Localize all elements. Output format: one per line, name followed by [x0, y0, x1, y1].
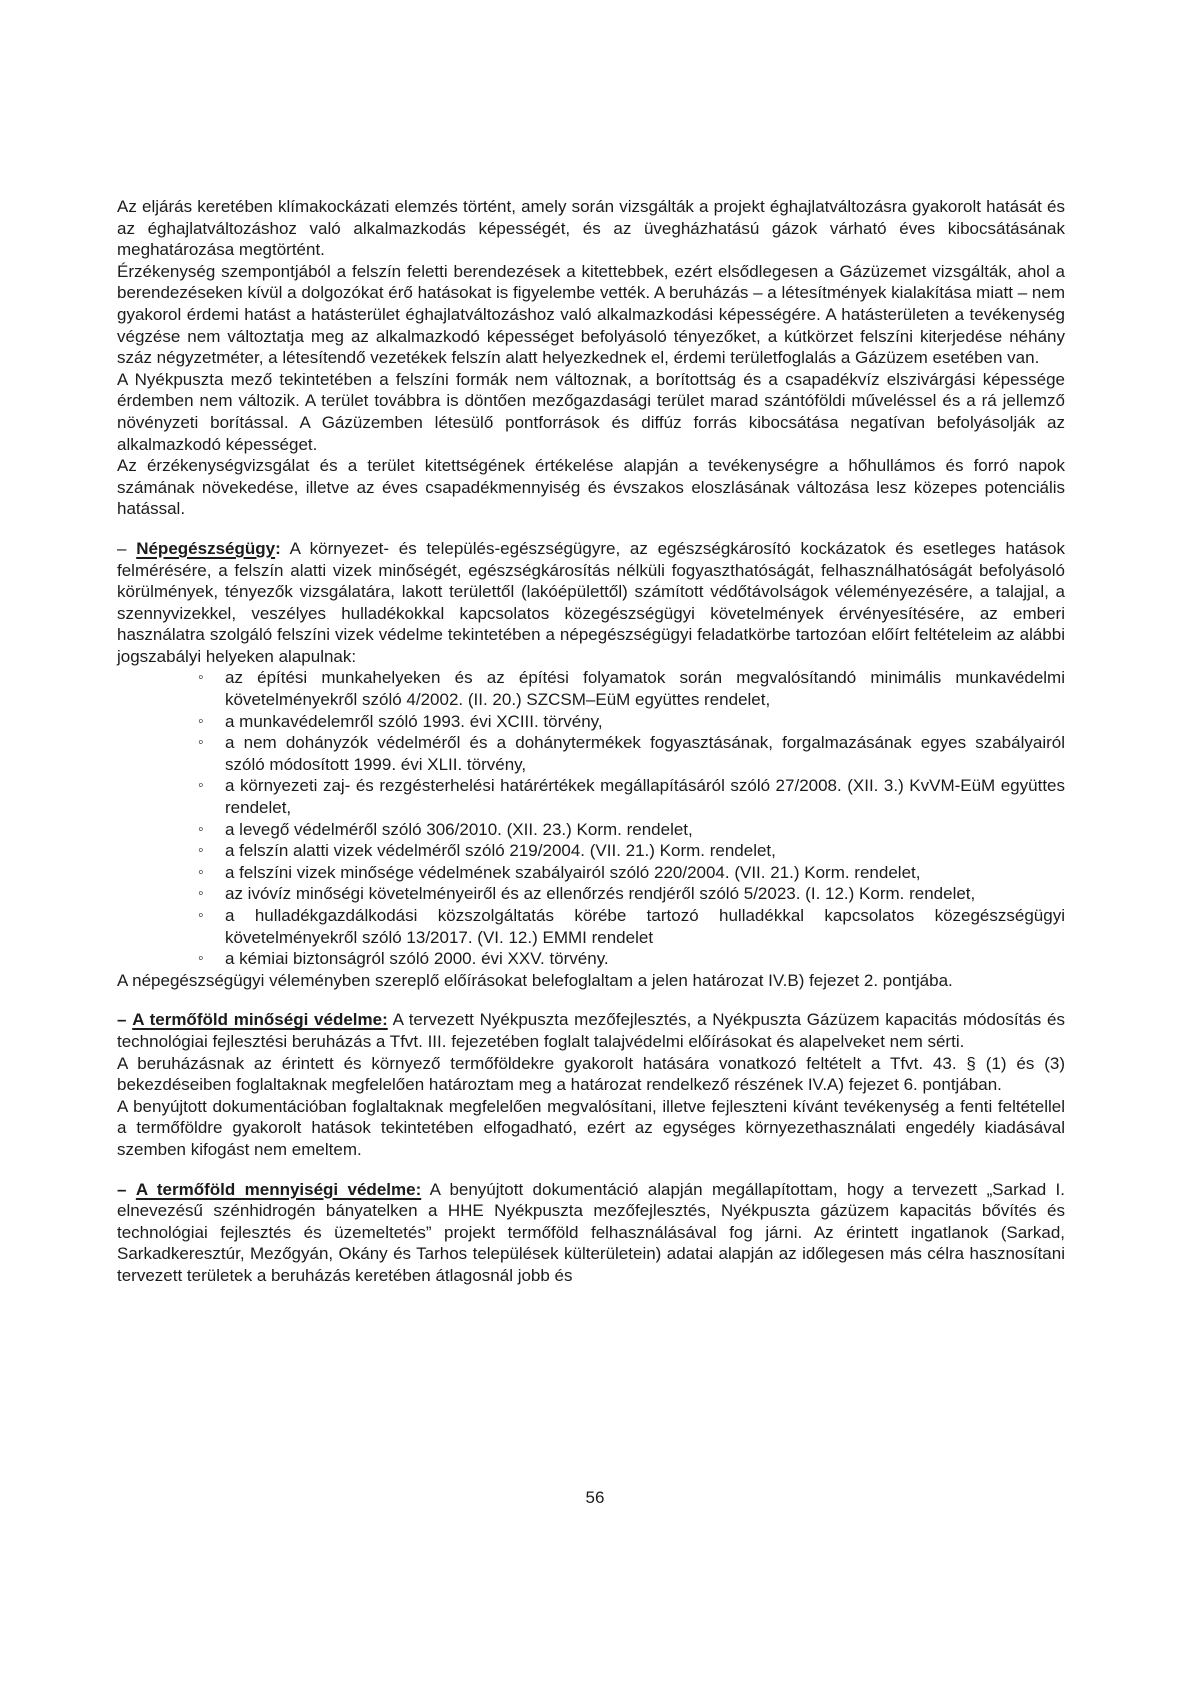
list-item-text: az ivóvíz minőségi követelményeiről és az ellenőrzés rendjéről szóló 5/2023. (I. 12.) Korm. rendelet, [225, 884, 976, 904]
paragraph-soil-quality-conclusion: A benyújtott dokumentációban foglaltaknak megfelelően megvalósítani, illetve fejleszteni kívánt tevékenység a fenti feltétellel a termőföldre gyakorolt hatások tekintetében elfogadható, ezért az egységes környezethasználati engedély kiadásával szemben kifogást nem emeltem. [117, 1096, 1065, 1159]
section-public-health-text: A környezet- és település-egészségügyre, az egészségkárosító kockázatok és esetleges hatások felmérésére, a felszín alatti vizek minőségét, egészségkárosítás nélküli fogyaszthatóságát, felhasználhatóságát befolyásoló körülmények, tényezők vizsgálatára, lakott területtől (lakóépülettől) számított védőtávolságok véleményezésére, a talajjal, a szennyvizekkel, veszélyes hulladékokkal kapcsolatos közegészségügyi követelmények érvényesítésére, az emberi használatra szolgáló felszíni vizek védelme tekintetében a népegészségügyi feladatkörbe tartozóan előírt feltételeim az alábbi jogszabályi helyeken alapulnak: [117, 538, 1066, 666]
list-item-text: a felszín alatti vizek védelméről szóló 219/2004. (VII. 21.) Korm. rendelet, [225, 841, 776, 861]
list-item [117, 667, 1065, 710]
list-item-text: a hulladékgazdálkodási közszolgáltatás körébe tartozó hulladékkal kapcsolatos közegészségügyi követelményekről szóló 13/2017. (VI. 12.) EMMI rendelet [225, 906, 1065, 947]
section-soil-quantity [117, 1179, 1065, 1287]
section-heading-soil-quality: A termőföld minőségi védelme: [132, 1010, 388, 1030]
paragraph-public-health-closing: A népegészségügyi véleményben szereplő előírásokat belefoglaltam a jelen határozat IV.B) fejezet 2. pontjába. [117, 970, 953, 990]
list-item [117, 775, 1065, 818]
list-item [117, 862, 1065, 884]
list-item [117, 883, 1065, 905]
paragraph-nyekpuszta-field: A Nyékpuszta mező tekintetében a felszíni formák nem változnak, a borítottság és a csapadékvíz elszivárgási képessége érdemben nem változik. A terület továbbra is döntően mezőgazdasági terület marad szántóföldi műveléssel és a rá jellemző növényzeti borítással. A Gázüzemben létesülő pontforrások és diffúz forrás kibocsátása negatívan befolyásolják az alkalmazkodó képességet. [117, 369, 1065, 454]
bullet-icon: ◦ [198, 842, 204, 860]
bullet-icon: ◦ [198, 777, 204, 795]
list-item [117, 732, 1065, 775]
page-number: 56 [585, 1488, 605, 1507]
paragraph-climate-analysis: Az eljárás keretében klímakockázati elemzés történt, amely során vizsgálták a projekt éghajlatváltozásra gyakorolt hatását és az éghajlatváltozáshoz való alkalmazkodás képességét, és az üvegházhatású gázok várható éves kibocsátásának meghatározása megtörtént. [117, 197, 1065, 260]
bullet-icon: ◦ [198, 712, 204, 730]
list-item [117, 711, 1065, 733]
bullet-icon: ◦ [198, 820, 204, 838]
list-item [117, 819, 1065, 841]
section-soil-quality [117, 1009, 1065, 1052]
section-soil-quantity-text: A benyújtott dokumentáció alapján megállapítottam, hogy a tervezett „Sarkad I. elnevezésű szénhidrogén bányatelken a HHE Nyékpuszta mezőfejlesztés, Nyékpuszta gázüzem kapacitás bővítés és technológiai fejlesztés és üzemeltetés” projekt termőföld felhasználásával fog járni. Az érintett ingatlanok (Sarkad, Sarkadkeresztúr, Mezőgyán, Okány és Tarhos települések külterületein) adatai alapján az időlegesen más célra hasznosítani tervezett területek a beruházás keretében átlagosnál jobb és [117, 1179, 1065, 1285]
section-dash: – [117, 538, 127, 558]
list-item [117, 948, 1065, 970]
bullet-icon: ◦ [198, 950, 204, 968]
bullet-icon: ◦ [198, 734, 204, 752]
legal-references-list [117, 667, 1065, 969]
section-public-health [117, 538, 1065, 668]
page-content [117, 196, 1065, 1287]
section-heading-soil-quantity: A termőföld mennyiségi védelme: [135, 1179, 422, 1199]
list-item [117, 905, 1065, 948]
list-item-text: a munkavédelemről szóló 1993. évi XCIII. törvény, [225, 711, 603, 731]
list-item [117, 840, 1065, 862]
list-item-text: a levegő védelméről szóló 306/2010. (XII. 23.) Korm. rendelet, [225, 819, 693, 839]
list-item-text: az építési munkahelyeken és az építési folyamatok során megvalósítandó minimális munkavédelmi követelményekről szóló 4/2002. (II. 20.) SZCSM–EüM együttes rendelet, [225, 668, 1065, 710]
paragraph-soil-quality-condition: A beruházásnak az érintett és környező termőföldekre gyakorolt hatására vonatkozó feltételt a Tfvt. 43. § (1) és (3) bekezdéseiben foglaltaknak megfelelően határoztam meg a határozat rendelkező részének IV.A) fejezet 6. pontjában. [117, 1053, 1065, 1095]
bullet-icon: ◦ [198, 885, 204, 903]
section-soil-quality-text: A tervezett Nyékpuszta mezőfejlesztés, a Nyékpuszta Gázüzem kapacitás módosítás és technológiai fejlesztési beruházás a Tfvt. III. fejezetében foglalt talajvédelmi előírásokat és alapelveket nem sérti. [117, 1010, 1065, 1051]
bullet-icon: ◦ [198, 907, 204, 924]
list-item-text: a felszíni vizek minősége védelmének szabályairól szóló 220/2004. (VII. 21.) Korm. rendelet, [225, 862, 921, 882]
section-dash: – [117, 1179, 127, 1199]
bullet-icon: ◦ [198, 669, 204, 687]
paragraph-exposure-evaluation: Az érzékenységvizsgálat és a terület kitettségének értékelése alapján a tevékenységre a hőhullámos és forró napok számának növekedése, illetve az éves csapadékmennyiség és évszakos eloszlásának változása lesz közepes potenciális hatással. [117, 456, 1065, 519]
list-item-text: a nem dohányzók védelméről és a dohánytermékek fogyasztásának, forgalmazásának egyes szabályairól szóló módosított 1999. évi XLII. törvény, [225, 733, 1065, 774]
list-item-text: a kémiai biztonságról szóló 2000. évi XXV. törvény. [225, 949, 609, 969]
bullet-icon: ◦ [198, 863, 204, 881]
list-item-text: a környezeti zaj- és rezgésterhelési határértékek megállapításáról szóló 27/2008. (XII. 3.) KvVM-EüM együttes rendelet, [225, 776, 1065, 818]
section-heading-colon: : [275, 538, 281, 558]
section-dash: – [117, 1010, 127, 1030]
paragraph-sensitivity-assessment: Érzékenység szempontjából a felszín feletti berendezések a kitettebbek, ezért elsődlegesen a Gázüzemet vizsgálták, ahol a berendezéseken kívül a dolgozókat érő hatásokat is figyelembe vették. A beruházás – a létesítmények kialakítása miatt – nem gyakorol érdemi hatást a hatásterület éghajlatváltozáshoz való alkalmazkodási képességére. A hatásterületen a tevékenység végzése nem változtatja meg az alkalmazkodó képességet befolyásoló tényezőket, a kútkörzet felszíni kiterjedése néhány száz négyzetméter, a létesítendő vezetékek felszín alatt helyezkednek el, érdemi területfoglalás a Gázüzem esetében van. [117, 261, 1065, 368]
section-heading-public-health: Népegészségügy [136, 538, 276, 558]
